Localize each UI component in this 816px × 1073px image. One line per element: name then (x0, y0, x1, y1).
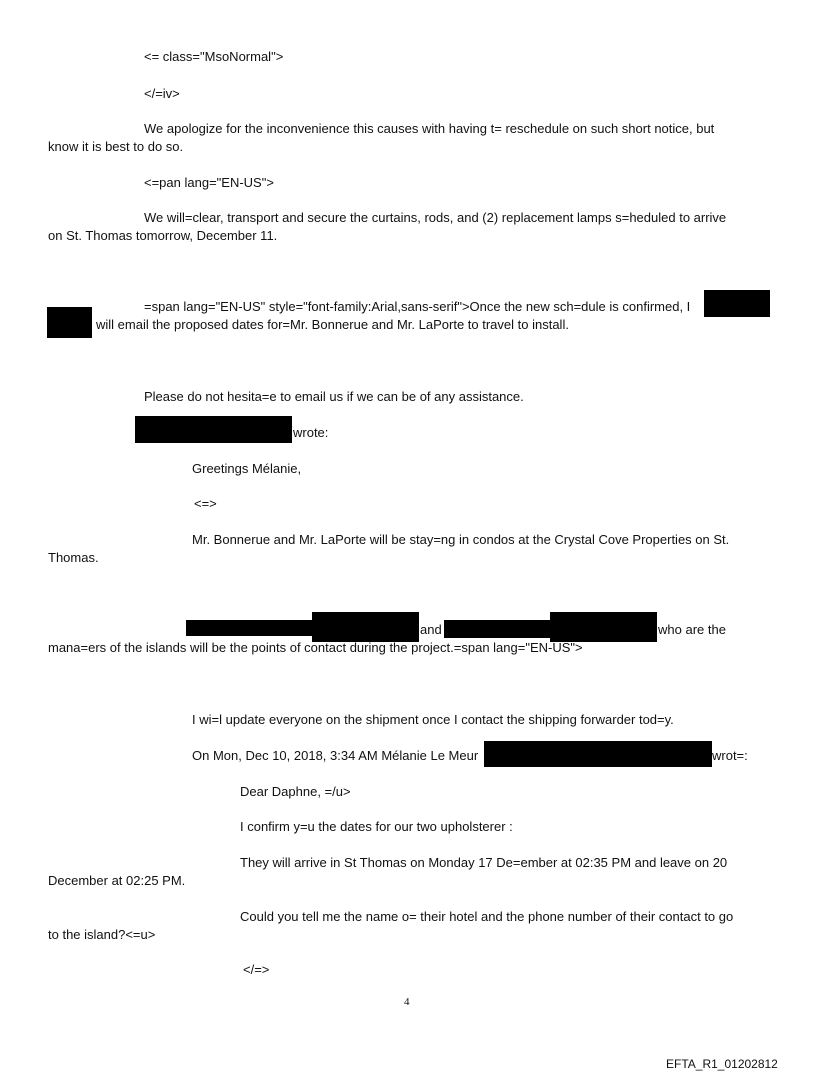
page-number: 4 (404, 996, 410, 1008)
redaction-box (312, 612, 419, 642)
text-line: Please do not hesita=e to email us if we can be of any assistance. (144, 389, 524, 404)
text-line: =span lang="EN-US" style="font-family:Arial,sans-serif">Once the new sch=dule is confirmed, I (144, 299, 691, 314)
text-line: will email the proposed dates for=Mr. Bonnerue and Mr. LaPorte to travel to install. (96, 317, 569, 332)
text-line: on St. Thomas tomorrow, December 11. (48, 228, 278, 243)
redaction-box (484, 741, 712, 767)
redaction-box (550, 612, 657, 642)
redaction-box (186, 620, 312, 636)
text-line: and (420, 622, 442, 637)
text-line: They will arrive in St Thomas on Monday 17 De=ember at 02:35 PM and leave on 20 (240, 855, 728, 870)
text-line: Thomas. (48, 550, 99, 565)
text-line: </=> (243, 962, 270, 977)
text-line: <=> (194, 496, 217, 511)
text-line: to the island?<=u> (48, 927, 156, 942)
text-line: wrot=: (712, 748, 748, 763)
redaction-box (444, 620, 550, 638)
text-line: </=iv> (144, 86, 180, 101)
text-line: I confirm y=u the dates for our two upholsterer : (240, 819, 513, 834)
text-line: wrote: (293, 425, 329, 440)
text-line: Mr. Bonnerue and Mr. LaPorte will be stay=ng in condos at the Crystal Cove Properties on St. (192, 532, 730, 547)
text-line: mana=ers of the islands will be the points of contact during the project.=span lang="EN-US"> (48, 640, 583, 655)
redaction-box (704, 290, 770, 317)
text-line: Greetings Mélanie, (192, 461, 302, 476)
text-line: We will=clear, transport and secure the curtains, rods, and (2) replacement lamps s=heduled to arrive (144, 210, 727, 225)
text-line: Dear Daphne, =/u> (240, 784, 351, 799)
text-line: <=pan lang="EN-US"> (144, 175, 274, 190)
redaction-box (135, 416, 292, 443)
text-line: know it is best to do so. (48, 139, 184, 154)
text-line: who are the (658, 622, 726, 637)
text-line: On Mon, Dec 10, 2018, 3:34 AM Mélanie Le Meur (192, 748, 479, 763)
redaction-box (47, 307, 92, 338)
text-line: Could you tell me the name o= their hotel and the phone number of their contact to go (240, 909, 734, 924)
text-line: We apologize for the inconvenience this causes with having t= reschedule on such short notice, but (144, 121, 715, 136)
text-line: December at 02:25 PM. (48, 873, 186, 888)
document-id: EFTA_R1_01202812 (666, 1057, 778, 1071)
text-line: I wi=l update everyone on the shipment once I contact the shipping forwarder tod=y. (192, 712, 674, 727)
text-line: <= class="MsoNormal"> (144, 49, 284, 64)
